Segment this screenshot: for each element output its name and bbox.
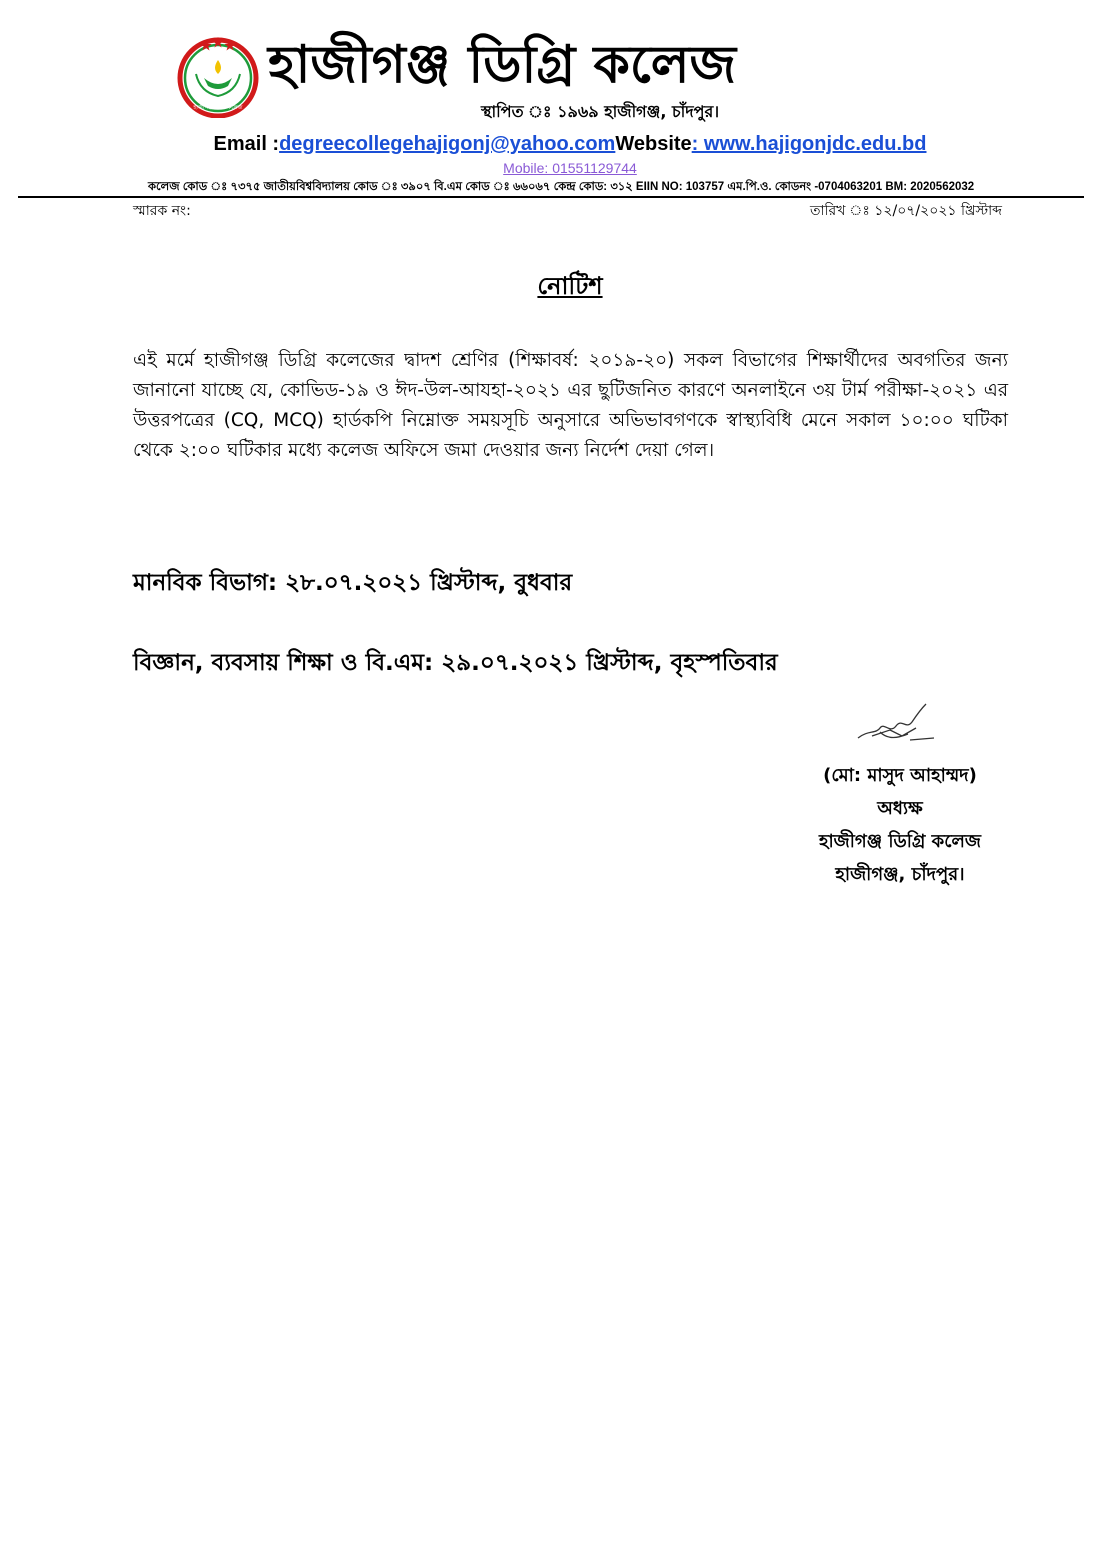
notice-title — [0, 268, 1100, 304]
signatory-block — [790, 759, 1010, 891]
signatory-location: হাজীগঞ্জ, চাঁদপুর। — [835, 864, 965, 885]
institution-codes: কলেজ কোড ঃ ৭৩৭৫ জাতীয়বিশ্ববিদ্যালয় কোড ঃ ৩৯০৭ বি.এম কোড ঃ ৬৬০৬৭ কেন্দ্র কোড: ৩১২ EIIN NO: 103757 এম.পি.ও. কোডনং -0704063201 BM: 2020562032 — [148, 181, 975, 193]
notice-title-text: নোটিশ — [537, 272, 603, 300]
mobile-number[interactable]: Mobile: 01551129744 — [503, 160, 637, 176]
college-name: হাজীগঞ্জ ডিগ্রি কলেজ — [268, 34, 737, 95]
website-label: Website — [615, 133, 692, 155]
logo-text: হাজীগঞ্জ ডিগ্রি কলেজ — [193, 105, 243, 111]
signatory-name: (মো: মাসুদ আহাম্মদ) — [823, 765, 977, 786]
website-link[interactable]: : www.hajigonjdc.edu.bd — [691, 133, 927, 155]
signatory-institution: হাজীগঞ্জ ডিগ্রি কলেজ — [818, 831, 981, 852]
principal-signature — [850, 700, 940, 750]
email-label: Email : — [213, 133, 280, 155]
established-line: স্থাপিত ঃ ১৯৬৯ হাজীগঞ্জ, চাঁদপুর। — [480, 102, 720, 121]
schedule-science-business: বিজ্ঞান, ব্যবসায় শিক্ষা ও বি.এম: ২৯.০৭.২০২১ খ্রিস্টাব্দ, বৃহস্পতিবার — [133, 650, 778, 676]
header-divider — [18, 196, 1084, 198]
signatory-designation: অধ্যক্ষ — [877, 798, 923, 819]
contact-line — [0, 130, 1100, 158]
mobile-line — [0, 159, 1100, 177]
notice-date: তারিখ ঃ ১২/০৭/২০২১ খ্রিস্টাব্দ — [809, 203, 1002, 219]
memo-number: স্মারক নং: — [133, 203, 191, 219]
email-link[interactable]: degreecollegehajigonj@yahoo.com — [279, 133, 616, 155]
notice-body: এই মর্মে হাজীগঞ্জ ডিগ্রি কলেজের দ্বাদশ শ্রেণির (শিক্ষাবর্ষ: ২০১৯-২০) সকল বিভাগের শিক্ষার্থীদের অবগতির জন্য জানানো যাচ্ছে যে, কোভিড-১৯ ও ঈদ-উল-আযহা-২০২১ এর ছুটিজনিত কারণে অনলাইনে ৩য় টার্ম পরীক্ষা-২০২১ এর উত্তরপত্রের (CQ, MCQ) হার্ডকপি নিম্নোক্ত সময়সূচি অনুসারে অভিভাবগণকে স্বাস্থ্যবিধি মেনে সকাল ১০:০০ ঘটিকা থেকে ২:০০ ঘটিকার মধ্যে কলেজ অফিসে জমা দেওয়ার জন্য নির্দেশ দেয়া গেল। — [133, 350, 1008, 461]
schedule-humanities: মানবিক বিভাগ: ২৮.০৭.২০২১ খ্রিস্টাব্দ, বুধবার — [133, 570, 573, 596]
